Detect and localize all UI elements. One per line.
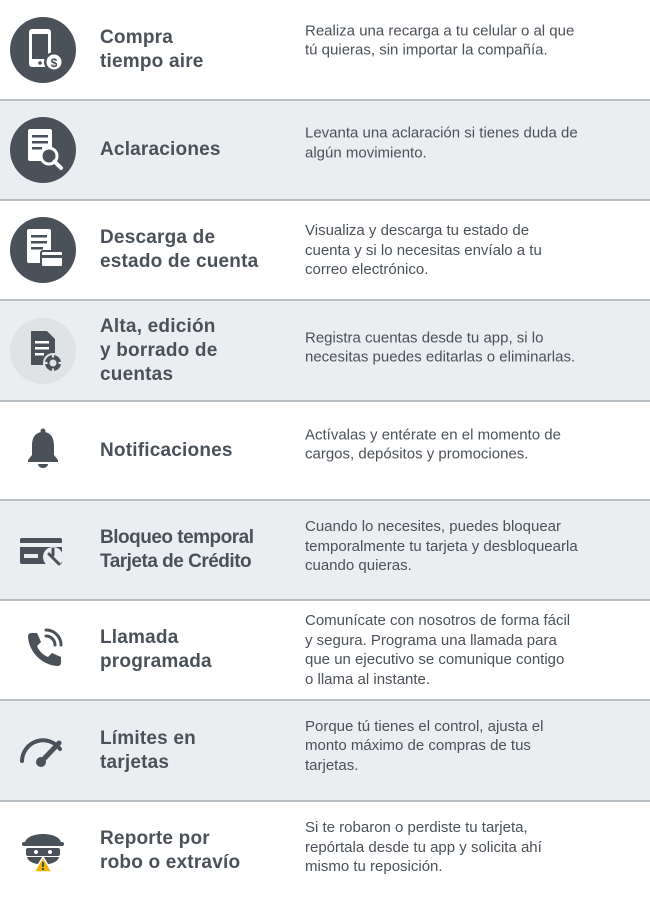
service-description: Levanta una aclaración si tienes duda de algún movimiento. — [305, 124, 578, 161]
service-row-limites-tarjetas[interactable] — [0, 701, 650, 802]
service-description: Registra cuentas desde tu app, si lo necesitas puedes editarlas o eliminarlas. — [305, 329, 576, 366]
card-lock-icon — [9, 516, 77, 584]
service-row-descarga-estado-cuenta[interactable] — [0, 201, 650, 301]
service-title: Reporte por robo o extravío — [100, 828, 241, 873]
service-title: Notificaciones — [100, 439, 233, 461]
service-row-notificaciones[interactable] — [0, 402, 650, 501]
thief-warning-icon — [9, 817, 77, 885]
phone-call-icon — [9, 616, 77, 684]
service-description: Comunícate con nosotros de forma fácil y segura. Programa una llamada para que un ejecutivo se comunique contigo o llama al instante. — [305, 612, 571, 688]
service-row-bloqueo-temporal[interactable] — [0, 501, 650, 601]
service-row-llamada-programada[interactable] — [0, 601, 650, 701]
service-row-aclaraciones[interactable] — [0, 101, 650, 201]
document-gear-icon — [9, 317, 77, 385]
svg-text:$: $ — [50, 55, 58, 70]
service-title: Límites en tarjetas — [100, 727, 196, 773]
service-description: Porque tú tienes el control, ajusta el monto máximo de compras de tus tarjetas. — [305, 717, 544, 774]
service-title: Descarga de estado de cuenta — [100, 227, 259, 272]
document-search-icon — [9, 116, 77, 184]
service-row-alta-edicion-borrado[interactable] — [0, 301, 650, 402]
phone-dollar-icon — [9, 16, 77, 84]
service-title: Alta, edición y borrado de cuentas — [100, 315, 218, 385]
service-description: Actívalas y entérate en el momento de cargos, depósitos y promociones. — [305, 426, 561, 463]
service-description: Realiza una recarga a tu celular o al que tú quieras, sin importar la compañía. — [305, 22, 575, 59]
service-row-compra-tiempo-aire[interactable] — [0, 0, 650, 101]
service-title: Compra tiempo aire — [100, 26, 204, 72]
service-title: Llamada programada — [100, 627, 212, 672]
bell-icon — [9, 417, 77, 485]
service-description: Cuando lo necesites, puedes bloquear temporalmente tu tarjeta y desbloquearla cuando quieras. — [305, 517, 578, 574]
service-title: Aclaraciones — [100, 139, 221, 160]
service-title: Bloqueo temporal Tarjeta de Crédito — [100, 527, 254, 572]
service-row-reporte-robo[interactable] — [0, 802, 650, 900]
service-description: Visualiza y descarga tu estado de cuenta y si lo necesitas envíalo a tu correo electrónico. — [305, 221, 542, 278]
document-card-icon — [9, 216, 77, 284]
service-description: Si te robaron o perdiste tu tarjeta, repórtala desde tu app y solicita ahí mismo tu reposición. — [305, 818, 542, 875]
gauge-icon — [9, 717, 77, 785]
